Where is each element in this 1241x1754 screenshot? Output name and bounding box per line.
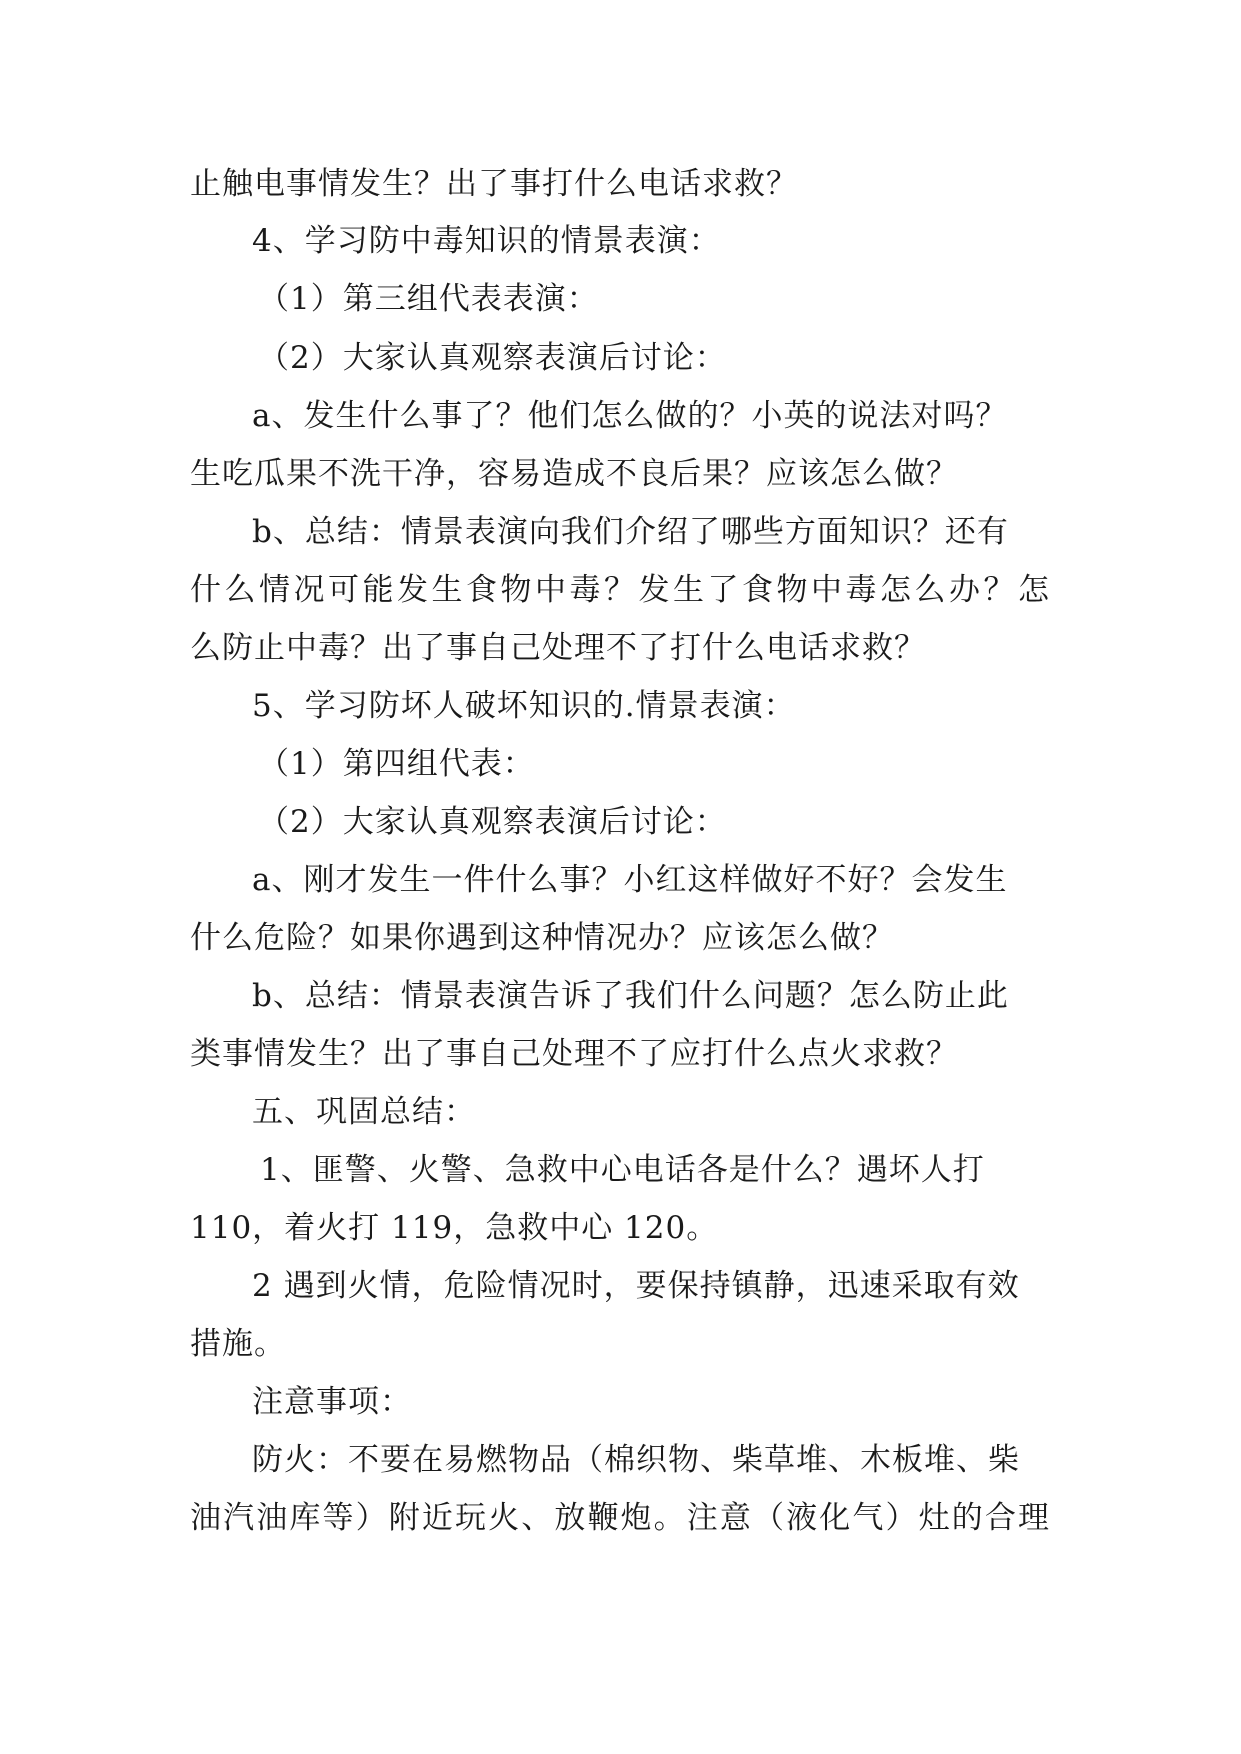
text-line: 什么情况可能发生食物中毒？发生了食物中毒怎么办？怎	[190, 572, 1050, 608]
text-line: 什么危险？如果你遇到这种情况办？应该怎么做？	[190, 920, 894, 956]
text-line: 生吃瓜果不洗干净，容易造成不良后果？应该怎么做？	[190, 456, 958, 492]
text-line: 1、匪警、火警、急救中心电话各是什么？遇坏人打	[260, 1152, 985, 1188]
text-line: a、发生什么事了？他们怎么做的？小英的说法对吗？	[252, 398, 1008, 434]
text-line: （2）大家认真观察表演后讨论：	[258, 804, 727, 840]
text-line: 5、学习防坏人破坏知识的.情景表演：	[252, 688, 796, 724]
text-line: 防火：不要在易燃物品（棉织物、柴草堆、木板堆、柴	[252, 1442, 1020, 1478]
text-line: 油汽油库等）附近玩火、放鞭炮。注意（液化气）灶的合理	[190, 1500, 1050, 1536]
text-line: （1）第四组代表：	[258, 746, 535, 782]
text-line: 110，着火打 119，急救中心 120。	[190, 1210, 719, 1246]
text-line: （2）大家认真观察表演后讨论：	[258, 340, 727, 376]
text-line: 4、学习防中毒知识的情景表演：	[252, 223, 721, 259]
text-line: 措施。	[190, 1326, 286, 1362]
text-line: （1）第三组代表表演：	[258, 281, 599, 317]
text-line: 类事情发生？出了事自己处理不了应打什么点火求救？	[190, 1036, 958, 1072]
text-line: a、刚才发生一件什么事？小红这样做好不好？会发生	[252, 862, 1008, 898]
text-line: 注意事项：	[252, 1384, 412, 1420]
text-line: 么防止中毒？出了事自己处理不了打什么电话求救？	[190, 630, 926, 666]
text-line: b、总结：情景表演向我们介绍了哪些方面知识？还有	[252, 514, 1009, 550]
text-line: b、总结：情景表演告诉了我们什么问题？怎么防止此	[252, 978, 1009, 1014]
text-line: 止触电事情发生？出了事打什么电话求救？	[190, 166, 798, 202]
text-line: 2 遇到火情，危险情况时，要保持镇静，迅速采取有效	[252, 1268, 1020, 1304]
text-line: 五、巩固总结：	[252, 1094, 476, 1130]
